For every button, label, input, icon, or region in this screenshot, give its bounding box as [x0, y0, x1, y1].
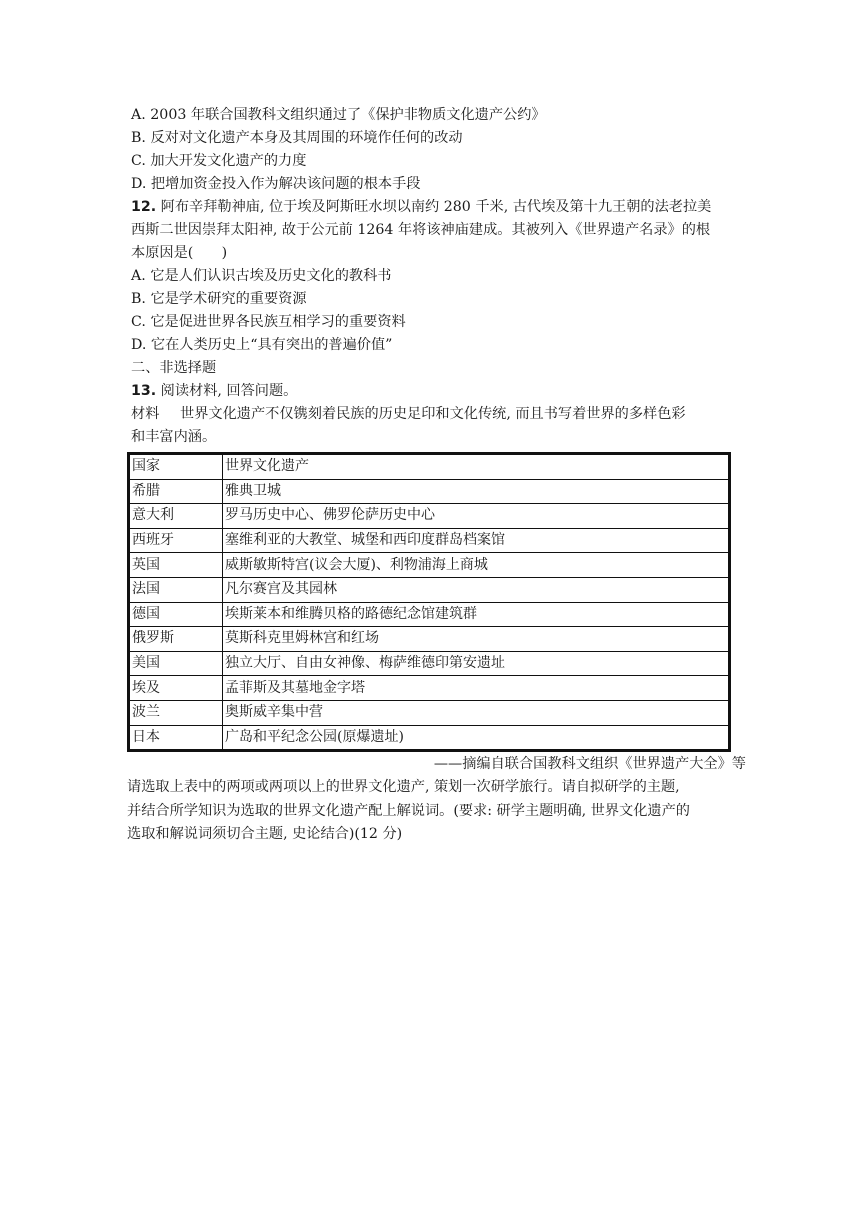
q12-stem-text-1: 阿布辛拜勒神庙, 位于埃及阿斯旺水坝以南约 280 千米, 古代埃及第十九王朝的法老拉美: [156, 199, 712, 215]
table-cell-country: 法国: [129, 577, 223, 602]
table-cell-heritage: 莫斯科克里姆林宫和红场: [223, 627, 730, 652]
table-cell-heritage: 埃斯莱本和维腾贝格的路德纪念馆建筑群: [223, 602, 730, 627]
source-citation: ——摘编自联合国教科文组织《世界遗产大全》等: [433, 756, 746, 773]
table-header-heritage: 世界文化遗产: [223, 454, 730, 480]
table-row: [129, 602, 730, 627]
q13-question-line-1: 请选取上表中的两项或两项以上的世界文化遗产, 策划一次研学旅行。请自拟研学的主题,: [127, 779, 680, 796]
q11-option-a: A. 2003 年联合国教科文组织通过了《保护非物质文化遗产公约》: [131, 107, 546, 123]
table-row: [129, 627, 730, 652]
q12-number: 12.: [131, 199, 157, 215]
table-cell-country: 希腊: [129, 479, 223, 504]
q12-option-c: C. 它是促进世界各民族互相学习的重要资料: [131, 314, 406, 330]
material-label: 材料: [131, 406, 160, 422]
table-cell-country: 英国: [129, 553, 223, 578]
table-cell-heritage: 凡尔赛宫及其园林: [223, 577, 730, 602]
material-text-1: 世界文化遗产不仅镌刻着民族的历史足印和文化传统, 而且书写着世界的多样色彩: [180, 406, 686, 422]
exam-page: [127, 104, 746, 847]
table-cell-heritage: 奥斯威辛集中营: [223, 700, 730, 725]
q11-option-b: B. 反对对文化遗产本身及其周围的环境作任何的改动: [131, 130, 463, 146]
q13-question-line-2: 并结合所学知识为选取的世界文化遗产配上解说词。(要求: 研学主题明确, 世界文化遗产的: [127, 802, 690, 819]
table-row: [129, 504, 730, 529]
table-row: [129, 479, 730, 504]
table-cell-country: 美国: [129, 651, 223, 676]
q12-option-a: A. 它是人们认识古埃及历史文化的教科书: [131, 268, 392, 284]
table-cell-country: 意大利: [129, 504, 223, 529]
q11-option-d: D. 把增加资金投入作为解决该问题的根本手段: [131, 176, 421, 192]
q13-number: 13.: [131, 383, 157, 399]
table-row: [129, 528, 730, 553]
q12-option-b: B. 它是学术研究的重要资源: [131, 291, 307, 307]
table-cell-country: 波兰: [129, 700, 223, 725]
q13-prompt-line: [131, 380, 731, 403]
section-title: 二、非选择题: [131, 360, 217, 376]
q12-stem-line-2: 西斯二世因崇拜太阳神, 故于公元前 1264 年将该神庙建成。其被列入《世界遗产名录》的根: [131, 222, 711, 238]
table-cell-country: 德国: [129, 602, 223, 627]
table-cell-heritage: 罗马历史中心、佛罗伦萨历史中心: [223, 504, 730, 529]
q13-material-line-2: 和丰富内涵。: [131, 429, 217, 445]
q13-question-line-3: 选取和解说词须切合主题, 史论结合)(12 分): [127, 826, 403, 843]
q13-material-line-1: [131, 403, 731, 426]
q12-option-d: D. 它在人类历史上“具有突出的普遍价值”: [131, 337, 393, 353]
table-cell-heritage: 独立大厅、自由女神像、梅萨维德印第安遗址: [223, 651, 730, 676]
table-cell-country: 俄罗斯: [129, 627, 223, 652]
table-header-row: [129, 454, 730, 480]
q12-stem-line-3: 本原因是( ): [131, 245, 228, 261]
table-cell-heritage: 威斯敏斯特宫(议会大厦)、利物浦海上商城: [223, 553, 730, 578]
q11-option-c: C. 加大开发文化遗产的力度: [131, 153, 307, 169]
heritage-table: [127, 452, 731, 752]
table-cell-heritage: 孟菲斯及其墓地金字塔: [223, 676, 730, 701]
table-row: [129, 651, 730, 676]
table-row: [129, 676, 730, 701]
table-row: [129, 577, 730, 602]
table-row: [129, 553, 730, 578]
q12-stem-line-1: [131, 196, 731, 219]
table-row: [129, 700, 730, 725]
question-13: [127, 380, 746, 847]
table-cell-heritage: 雅典卫城: [223, 479, 730, 504]
table-header-country: 国家: [129, 454, 223, 480]
table-cell-country: 埃及: [129, 676, 223, 701]
question-12: [131, 196, 731, 357]
table-cell-heritage: 广岛和平纪念公园(原爆遗址): [223, 725, 730, 751]
table-row: [129, 725, 730, 751]
table-cell-heritage: 塞维利亚的大教堂、城堡和西印度群岛档案馆: [223, 528, 730, 553]
table-cell-country: 西班牙: [129, 528, 223, 553]
table-cell-country: 日本: [129, 725, 223, 751]
q11-options: [131, 104, 731, 196]
q13-prompt-text: 阅读材料, 回答问题。: [156, 383, 298, 399]
